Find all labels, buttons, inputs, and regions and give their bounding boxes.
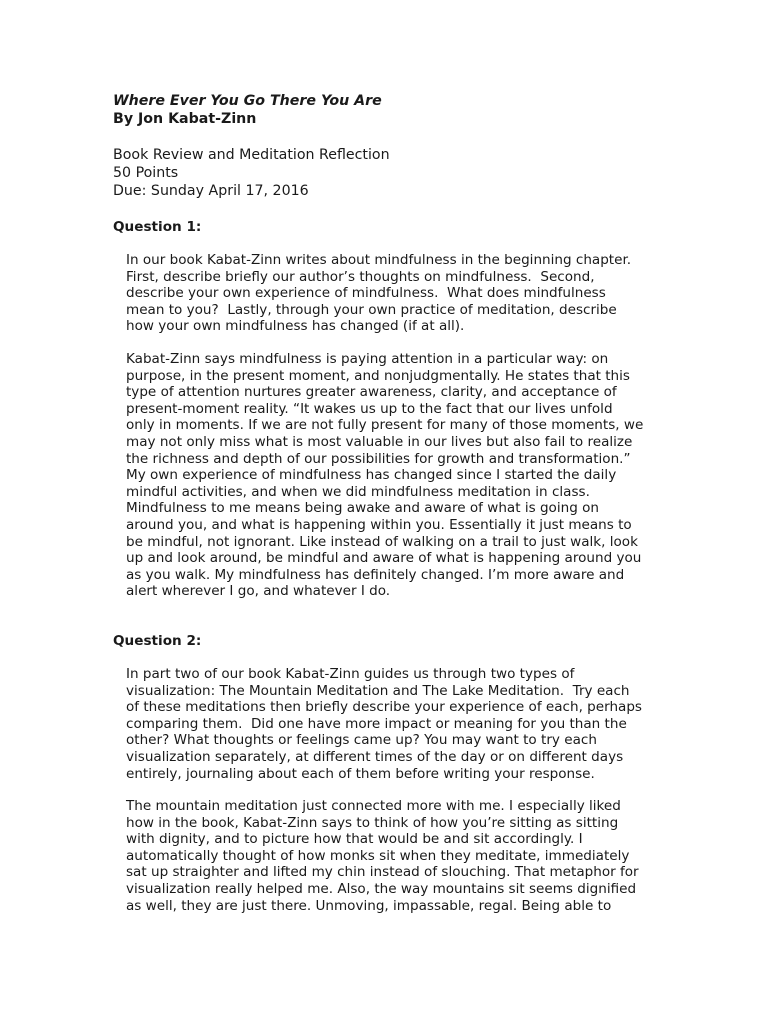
answer-line: sat up straighter and lifted my chin instead of slouching. That metaphor for [126, 864, 639, 881]
answer-line: My own experience of mindfulness has changed since I started the daily [126, 467, 617, 484]
prompt-line: mean to you? Lastly, through your own practice of meditation, describe [126, 301, 617, 318]
book-author: By Jon Kabat-Zinn [113, 111, 257, 127]
answer-line: as you walk. My mindfulness has definitely changed. I’m more aware and [126, 566, 625, 583]
answer-line: as well, they are just there. Unmoving, impassable, regal. Being able to [126, 897, 612, 914]
assignment-points: 50 Points [113, 165, 179, 181]
question-1-heading: Question 1: [113, 219, 202, 235]
answer-line: around you, and what is happening within you. Essentially it just means to [126, 516, 632, 533]
prompt-line: In part two of our book Kabat-Zinn guides us through two types of [126, 666, 575, 682]
prompt-line: visualization: The Mountain Meditation and The Lake Meditation. Try each [126, 682, 630, 699]
answer-line: mindful activities, and when we did mindfulness meditation in class. [126, 483, 590, 500]
question-2-answer [126, 798, 646, 914]
answer-line: with dignity, and to picture how that would be and sit accordingly. I [126, 831, 583, 848]
question-2-heading: Question 2: [113, 633, 202, 649]
prompt-line: entirely, journaling about each of them before writing your response. [126, 765, 595, 782]
answer-line: be mindful, not ignorant. Like instead of walking on a trail to just walk, look [126, 533, 638, 550]
assignment-due-date: Due: Sunday April 17, 2016 [113, 183, 309, 199]
prompt-line: describe your own experience of mindfulness. What does mindfulness [126, 285, 606, 302]
answer-line: purpose, in the present moment, and nonjudgmentally. He states that this [126, 367, 630, 384]
answer-line: alert wherever I go, and whatever I do. [126, 583, 391, 600]
answer-line: present-moment reality. “It wakes us up to the fact that our lives unfold [126, 400, 613, 417]
answer-line: visualization really helped me. Also, the way mountains sit seems dignified [126, 880, 637, 897]
document-header [113, 92, 673, 128]
prompt-line: how your own mindfulness has changed (if at all). [126, 318, 465, 335]
answer-line: automatically thought of how monks sit when they meditate, immediately [126, 847, 630, 864]
prompt-line: First, describe briefly our author’s thoughts on mindfulness. Second, [126, 268, 595, 285]
answer-line: Mindfulness to me means being awake and aware of what is going on [126, 500, 599, 517]
question-2-prompt [126, 666, 646, 782]
prompt-line: of these meditations then briefly describe your experience of each, perhaps [126, 699, 642, 716]
answer-line: only in moments. If we are not fully present for many of those moments, we [126, 417, 644, 434]
answer-line: Kabat-Zinn says mindfulness is paying attention in a particular way: on [126, 351, 609, 367]
book-title: Where Ever You Go There You Are [113, 93, 382, 109]
answer-line: may not only miss what is most valuable in our lives but also fail to realize [126, 433, 633, 450]
question-1-prompt [126, 252, 646, 335]
assignment-info [113, 146, 673, 200]
answer-line: The mountain meditation just connected more with me. I especially liked [126, 798, 621, 814]
prompt-line: other? What thoughts or feelings came up? You may want to try each [126, 732, 597, 749]
question-1-answer [126, 351, 646, 600]
prompt-line: comparing them. Did one have more impact or meaning for you than the [126, 715, 627, 732]
prompt-line: In our book Kabat-Zinn writes about mindfulness in the beginning chapter. [126, 252, 632, 268]
answer-line: how in the book, Kabat-Zinn says to think of how you’re sitting as sitting [126, 814, 619, 831]
answer-line: type of attention nurtures greater awareness, clarity, and acceptance of [126, 384, 617, 401]
answer-line: the richness and depth of our possibilities for growth and transformation.” [126, 450, 631, 467]
answer-line: up and look around, be mindful and aware of what is happening around you [126, 550, 642, 567]
prompt-line: visualization separately, at different times of the day or on different days [126, 748, 624, 765]
assignment-subtitle: Book Review and Meditation Reflection [113, 147, 390, 163]
